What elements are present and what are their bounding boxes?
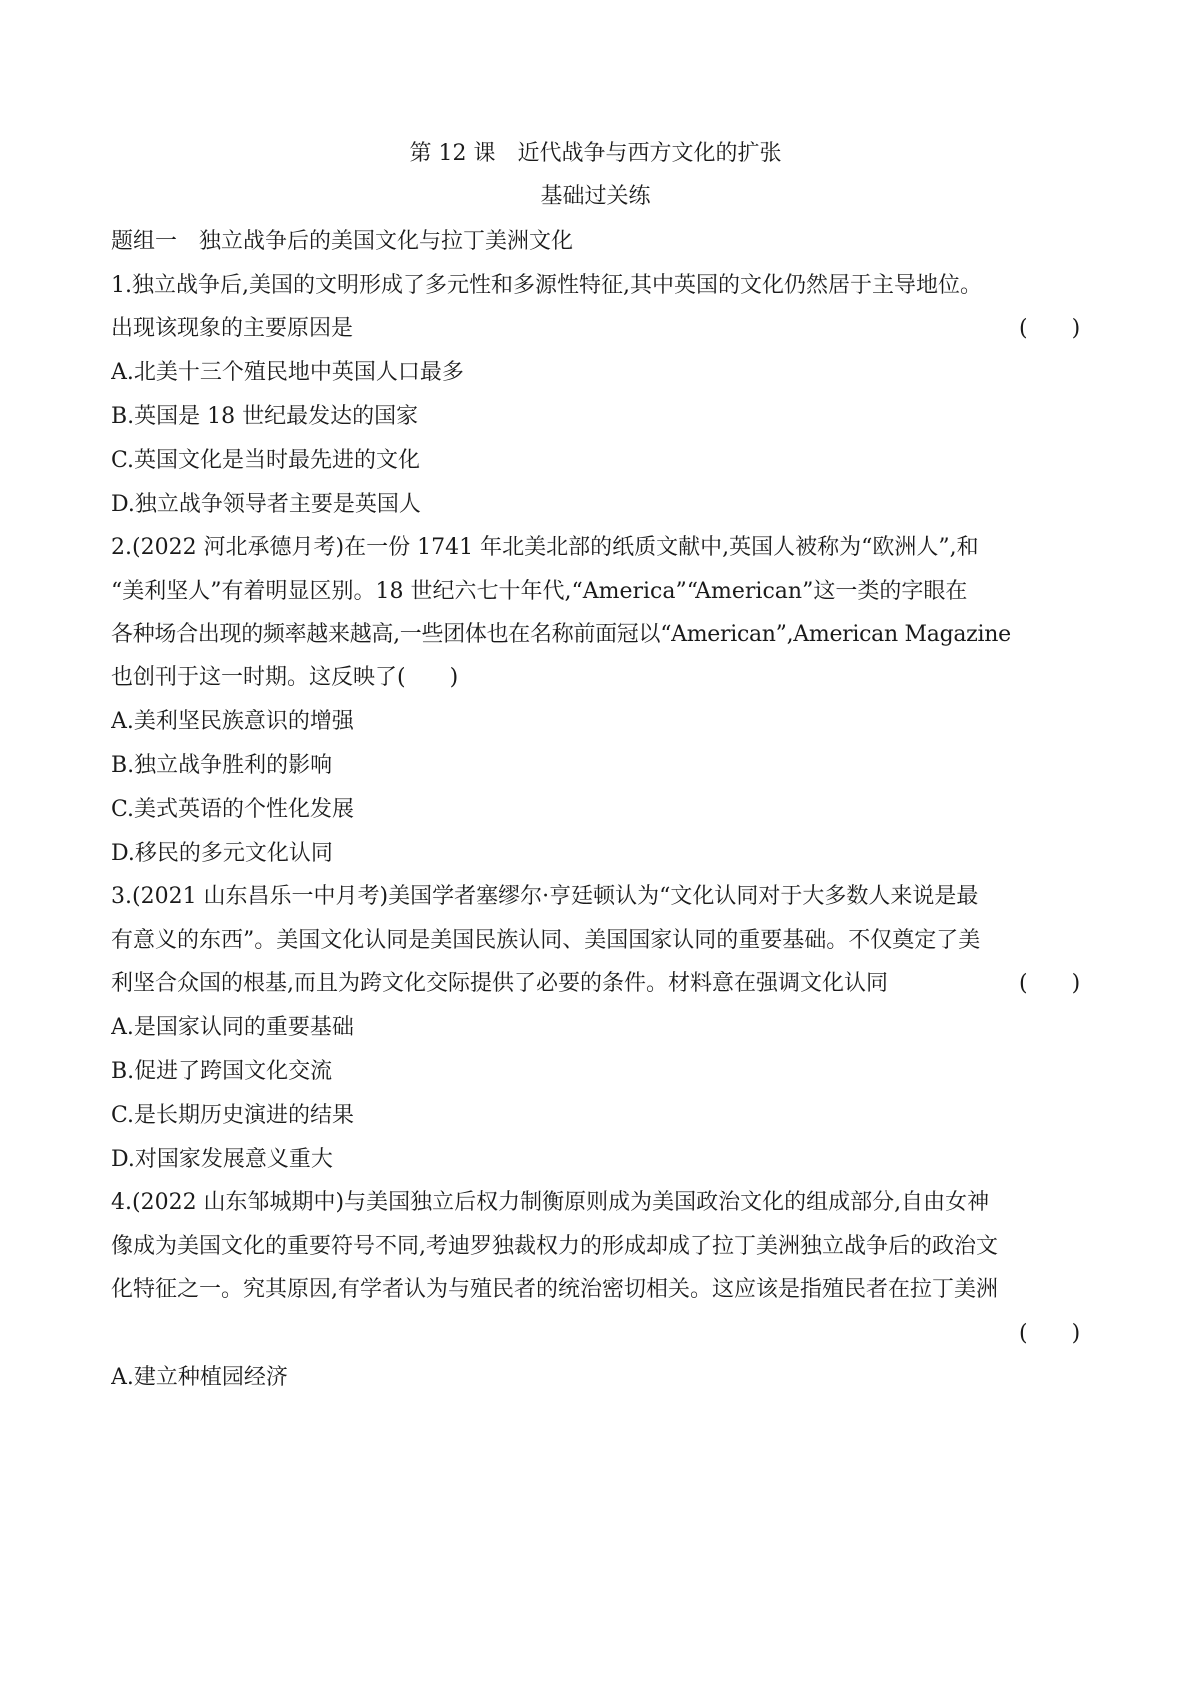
question-3-line-1: 3.(2021 山东昌乐一中月考)美国学者塞缪尔·亨廷顿认为“文化认同对于大多数人来说是最: [111, 884, 979, 909]
question-2-option-a: A.美利坚民族意识的增强: [111, 709, 354, 734]
question-3-option-d: D.对国家发展意义重大: [111, 1147, 333, 1172]
lesson-title: 第 12 课 近代战争与西方文化的扩张: [409, 141, 782, 166]
question-3-line-3: 利坚合众国的根基,而且为跨文化交际提供了必要的条件。材料意在强调文化认同: [111, 971, 888, 996]
question-2-option-c: C.美式英语的个性化发展: [111, 797, 355, 822]
question-1-option-c: C.英国文化是当时最先进的文化: [111, 448, 421, 473]
question-3-option-c: C.是长期历史演进的结果: [111, 1103, 355, 1128]
question-2-line-3: 各种场合出现的频率越来越高,一些团体也在名称前面冠以“American”,American Magazine: [111, 622, 1011, 647]
question-2-option-d: D.移民的多元文化认同: [111, 841, 333, 866]
question-1-option-d: D.独立战争领导者主要是英国人: [111, 492, 421, 517]
question-4-option-a: A.建立种植园经济: [111, 1365, 288, 1390]
question-1-option-a: A.北美十三个殖民地中英国人口最多: [111, 360, 464, 385]
question-1-option-b: B.英国是 18 世纪最发达的国家: [111, 404, 419, 429]
question-2-line-4-text: 也创刊于这一时期。这反映了: [111, 665, 398, 690]
question-1-answer-bracket: ( ): [1019, 316, 1081, 341]
question-2-line-4: [111, 663, 1086, 693]
section-subtitle: 基础过关练: [540, 184, 651, 209]
question-4-line-3: 化特征之一。究其原因,有学者认为与殖民者的统治密切相关。这应该是指殖民者在拉丁美洲: [111, 1277, 998, 1302]
question-1-line-1: 1.独立战争后,美国的文明形成了多元性和多源性特征,其中英国的文化仍然居于主导地位。: [111, 273, 982, 298]
question-3-option-a: A.是国家认同的重要基础: [111, 1015, 354, 1040]
question-1-line-2: 出现该现象的主要原因是: [111, 316, 354, 341]
question-4-line-2: 像成为美国文化的重要符号不同,考迪罗独裁权力的形成却成了拉丁美洲独立战争后的政治文: [111, 1234, 998, 1259]
question-2-option-b: B.独立战争胜利的影响: [111, 753, 333, 778]
question-3-answer-bracket: ( ): [1019, 971, 1081, 996]
question-4-answer-bracket: ( ): [1019, 1321, 1081, 1346]
question-4-line-1: 4.(2022 山东邹城期中)与美国独立后权力制衡原则成为美国政治文化的组成部分,自由女神: [111, 1190, 990, 1215]
question-3-line-2: 有意义的东西”。美国文化认同是美国民族认同、美国国家认同的重要基础。不仅奠定了美: [111, 928, 981, 953]
group-title: 题组一 独立战争后的美国文化与拉丁美洲文化: [111, 229, 574, 254]
question-2-line-1: 2.(2022 河北承德月考)在一份 1741 年北美北部的纸质文献中,英国人被称为“欧洲人”,和: [111, 535, 979, 560]
question-2-line-2: “美利坚人”有着明显区别。18 世纪六七十年代,“America”“American”这一类的字眼在: [111, 579, 968, 604]
question-3-option-b: B.促进了跨国文化交流: [111, 1059, 333, 1084]
question-2-answer-bracket: ( ): [397, 665, 459, 690]
